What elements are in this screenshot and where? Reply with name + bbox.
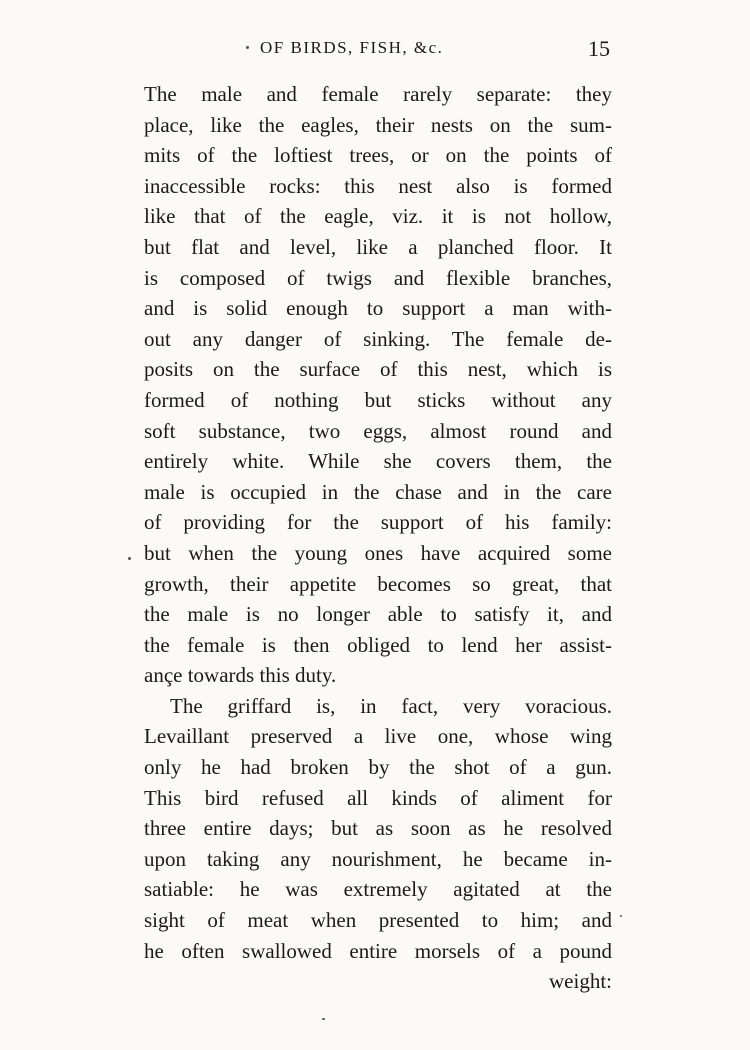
text-line: but flat and level, like a planched floor. It [144,234,612,259]
print-speck [322,1018,325,1020]
text-line: This bird refused all kinds of aliment for [144,785,612,810]
text-line: growth, their appetite becomes so great, that [144,571,612,596]
text-line: mits of the loftiest trees, or on the points of [144,143,612,168]
text-line: he often swallowed entire morsels of a pound [144,938,612,963]
print-speck [620,915,622,917]
text-line: The griffard is, in fact, very voracious. [170,693,612,718]
text-line: The male and female rarely separate: they [144,82,612,106]
text-line: the female is then obliged to lend her assist- [144,632,612,657]
text-line: sight of meat when presented to him; and [144,908,612,933]
text-line: out any danger of sinking. The female de- [144,326,612,351]
page-number: 15 [588,36,610,61]
text-line: only he had broken by the shot of a gun. [144,755,612,780]
text-line: and is solid enough to support a man with- [144,296,612,321]
text-line: inaccessible rocks: this nest also is formed [144,173,612,198]
running-title: OF BIRDS, FISH, &c. [260,38,444,57]
print-speck [246,46,249,49]
body-text [144,79,612,997]
text-line: entirely white. While she covers them, the [144,449,612,474]
text-line: ançe towards this duty. [144,663,337,688]
text-line: upon taking any nourishment, he became in- [144,846,612,871]
running-head [140,38,610,68]
print-speck [128,557,131,560]
text-line: posits on the surface of this nest, which is [144,357,612,382]
text-line: of providing for the support of his family: [144,510,612,535]
text-line: three entire days; but as soon as he resolved [144,816,612,841]
text-line: like that of the eagle, viz. it is not hollow, [144,204,612,229]
text-line: satiable: he was extremely agitated at the [144,877,612,902]
text-line: soft substance, two eggs, almost round and [144,418,612,443]
text-line: but when the young ones have acquired some [144,540,612,565]
text-line: male is occupied in the chase and in the care [144,479,612,504]
text-line: formed of nothing but sticks without any [144,387,612,412]
catchword: weight: [549,969,612,994]
text-line: the male is no longer able to satisfy it, and [144,602,612,627]
text-line: Levaillant preserved a live one, whose wing [144,724,612,749]
text-line: place, like the eagles, their nests on the sum- [144,112,612,137]
text-line: is composed of twigs and flexible branches, [144,265,612,290]
